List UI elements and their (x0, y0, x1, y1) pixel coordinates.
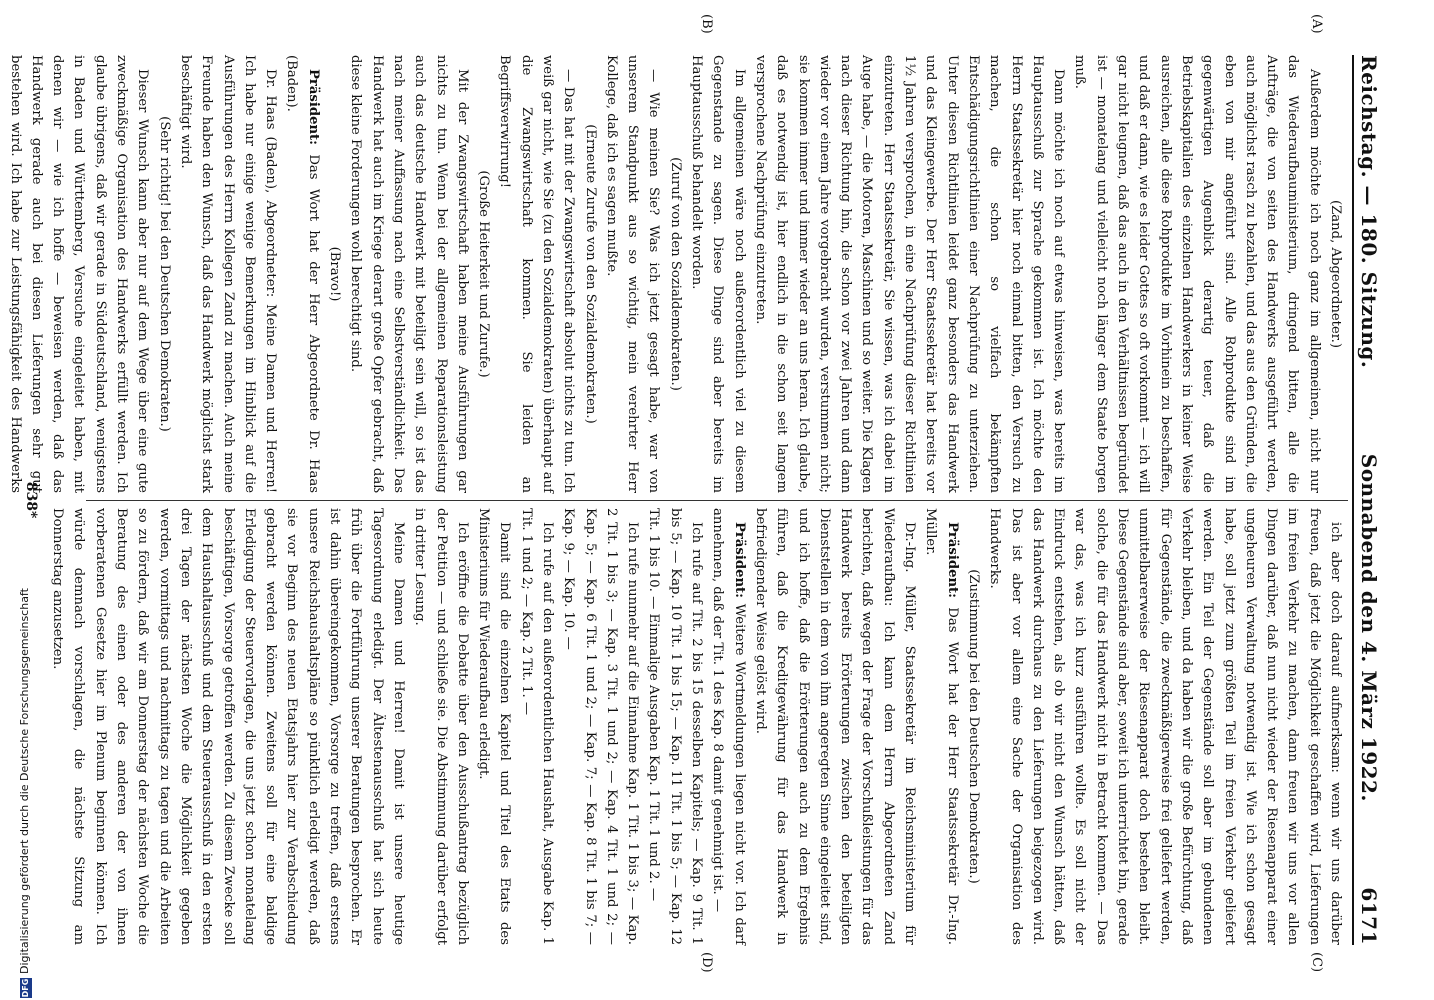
right-paragraph: Präsident: Das Wort hat der Herr Staatssekretär Dr.-Ing. Müller. (923, 508, 960, 945)
header-left: Reichstag. — 180. Sitzung. (1357, 55, 1381, 369)
left-paragraph: Präsident: Das Wort hat der Herr Abgeordnete Dr. Haas (Baden). (284, 55, 321, 493)
right-paragraph: Ich rufe nunmehr auf die Einnahme Kap. 1 Tit. 1 bis 3; — Kap. 2 Tit. 1 bis 3; — Kap. 3 Tit. 1 und 2; — Kap. 4 Tit. 1 und 2; — Kap. 5; — Kap. 6 Tit. 1 und 2; — Kap. 7; — Kap. 8 Tit. 1 bis 7; — Kap. 9; — Kap. 10. — (561, 508, 641, 945)
right-column (50, 508, 1346, 945)
margin-mark-b: (B) (699, 14, 714, 34)
right-paragraph: Ich eröffne die Debatte über den Ausschußantrag bezüglich der Petition — und schließe sie. Die Abstimmung darüber erfolgt in dritter Lesung. (412, 508, 470, 945)
margin-mark-d: (D) (699, 952, 714, 973)
left-paragraph: (Erneute Zurufe von den Sozialdemokraten.) (582, 124, 598, 424)
right-paragraph: Dr.-Ing. Müller, Staatssekretär im Reichsministerium für Wiederaufbau: Ich kann dem Herrn Abgeordneten Zand berichten, daß wegen der Frage der Vorschußleistungen für das Handwerk bereits Erörterungen zwischen den beteiligten Dienststellen in dem von ihm angeregten Sinne eingeleitet sind, und ich hoffe, daß die Erörterungen auch zu dem Ergebnis führen, daß die Kreditgewährung für das Handwerk in befriedigender Weise gelöst wird. (752, 508, 918, 945)
right-paragraph: (Zustimmung bei den Deutschen Demokraten.) (965, 569, 981, 884)
left-paragraph: Mit der Zwangswirtschaft haben meine Ausführungen gar nichts zu tun. Wenn bei der allgemeinen Reparationsleistung auch das deutsche Handwerk mit beteiligt sein will, so ist das nach meiner Auffassung nach eine Selbstverständlichkeit. Das Handwerk hat auch im Kriege derart große Opfer gebracht, daß diese kleine Forderungen wohl berechtigt sind. (348, 55, 470, 493)
right-paragraph: ich aber doch darauf aufmerksam: wenn wir uns darüber freuen, daß jetzt die Möglichkeit geschaffen wird, Lieferungen im freien Verkehr zu machen, dann freuen wir uns vor allen Dingen darüber, daß nun nicht wieder der Riesenapparat einer ungeheuren Verwaltung notwendig ist. Wie ich schon gesagt habe, soll jetzt zum größten Teil im freien Verkehr geliefert werden. Ein Teil der Gegenstände soll aber im gebundenen Verkehr bleiben, und da haben wir die große Befürchtung, daß für Gegenstände, die zweckmäßigerweise frei geliefert werden, unmittelbarerweise der Riesenapparat doch bestehen bleibt. Diese Gegenstände sind aber, soweit ich unterrichtet bin, gerade solche, die für das Handwerk nicht in Betracht kommen. — Das war das, was ich kurz ausführen wollte. Es soll nicht der Eindruck entstehen, als ob wir nicht den Wunsch hätten, daß das Handwerk durchaus zu den Lieferungen beigezogen wird. Das ist aber vor allem eine Sache der Organisation des Handwerks. (987, 508, 1343, 945)
left-paragraph: — Das hat mit der Zwangswirtschaft absolut nichts zu tun. Ich weiß gar nicht, wie Sie (zu den Sozialdemokraten) überhaupt auf die Zwangswirtschaft kommen. Sie leiden an Begriffsverwirrung! (497, 55, 577, 493)
header-rule (1352, 55, 1354, 945)
left-paragraph: (Große Heiterkeit und Zurufe.) (476, 170, 492, 378)
page-header (1356, 55, 1382, 945)
left-paragraph: (Zuruf von den Sozialdemokraten.) (667, 157, 683, 391)
margin-mark-a: (A) (1309, 14, 1324, 34)
left-paragraph: (Bravo!) (327, 246, 343, 302)
left-paragraph: Dieser Wunsch kann aber nur auf dem Wege über eine gute zweckmäßige Organisation des Handwerks erfüllt werden. Ich glaube übrigens, daß wir gerade in Süddeutschland, wenigstens in Baden und Württemberg, Versuche eingeleitet haben, mit denen wir — wie ich hoffe — beweisen werden, daß das Handwerk gerade auch bei diesen Lieferungen sehr gut bestehen wird. Ich habe zur Leistungsfähigkeit des Handwerks (7, 55, 151, 493)
footer-number: 838* (23, 481, 39, 519)
digitization-text: Digitalisierung gefördert durch die Deutsche Forschungsgemeinschaft (18, 588, 31, 974)
left-column (7, 55, 1346, 493)
right-paragraph: Meine Damen und Herren! Damit ist unsere heutige Tagesordnung erledigt. Der Ältestenausschuß hat sich heute früh über die Fortführung unserer Beratungen besprochen. Er ist dahin übereingekommen, Vorsorge zu treffen, daß erstens unsere Reichshaushaltspläne so pünktlich erledigt werden, daß sie vor Beginn des neuen Etatsjahrs hier zur Verabschiedung gebracht werden können. Zweitens soll für eine baldige Erledigung der Steuervorlagen, die uns jetzt schon monatelang beschäftigen, Vorsorge getroffen werden. Zu diesem Zwecke soll dem Haushaltausschuß und dem Steuerausschuß in den ersten drei Tagen der nächsten Woche die Möglichkeit gegeben werden, vormittags und nachmittags zu tagen und die Arbeiten so zu fördern, daß wir am Donnerstag der nächsten Woche die Beratung des einen oder des anderen der von ihnen vorberatenen Gesetze hier im Plenum beginnen können. Ich würde demnach vorschlagen, die nächste Sitzung am Donnerstag anzusetzen. (50, 508, 406, 945)
header-page-number: 6171 (1357, 887, 1381, 945)
left-paragraph: Im allgemeinen wäre noch außerordentlich viel zu diesem Gegenstande zu sagen. Diese Dinge sind aber bereits im Hauptausschuß behandelt worden. (689, 55, 747, 493)
left-paragraph: — Wie meinen Sie? Was ich jetzt gesagt habe, war von unserem Standpunkt aus so wichtig, mein verehrter Herr Kollege, daß ich es sagen mußte. (603, 55, 662, 493)
dfg-logo-icon: DFG (21, 978, 30, 998)
header-center: Sonnabend den 4. März 1922. (1357, 453, 1381, 802)
left-paragraph: (Sehr richtig! bei den Deutschen Demokraten.) (156, 116, 172, 432)
right-paragraph: Präsident: Weitere Wortmeldungen liegen nicht vor. Ich darf annehmen, daß der Tit. 1 des Kap. 8 damit genehmigt ist. — (710, 508, 747, 945)
speaker-label: Präsident: (731, 522, 747, 599)
right-paragraph: Damit sind die einzelnen Kapitel und Titel des Etats des Ministeriums für Wiederaufbau erledigt. (476, 508, 513, 945)
column-divider (86, 500, 1348, 501)
speaker-label: Präsident: (944, 522, 960, 599)
margin-mark-c: (C) (1309, 952, 1324, 973)
left-paragraph: Außerdem möchte ich noch ganz im allgemeinen, nicht nur das Wiederaufbauministerium, dringend bitten, alle die Aufträge, die von seiten des Handwerks ausgeführt werden, auch möglichst rasch zu bezahlen, und das aus den Gründen, die eben von mir angeführt sind. Alle Rohprodukte sind im gegenwärtigen Augenblick derartig teuer, daß die Betriebskapitalien des einzelnen Handwerkers in keiner Weise ausreichen, alle diese Rohprodukte im Vorhinein zu beschaffen, und daß er dann, wie es leider Gottes so oft vorkommt — ich will gar nicht leugnen, daß das auch in den Verhältnissen begründet ist — monatelang und vielleicht noch länger dem Staate borgen muß. (1072, 55, 1322, 493)
right-paragraph: Ich rufe auf Tit. 2 bis 15 desselben Kapitels; — Kap. 9 Tit. 1 bis 5; — Kap. 10 Tit. 1 bis 15; — Kap. 11 Tit. 1 bis 5; — Kap. 12 Tit. 1 bis 10. — Einmalige Ausgaben Kap. 1 Tit. 1 und 2. — (646, 508, 705, 945)
right-paragraph: Ich rufe auf den außerordentlichen Haushalt, Ausgabe Kap. 1 Tit. 1 und 2; — Kap. 2 Tit. 1. — (518, 508, 556, 945)
digitization-note (0, 0, 40, 1000)
speaker-label: Präsident: (305, 69, 321, 146)
left-paragraph: (Zand, Abgeordneter.) (1328, 200, 1343, 348)
left-paragraph: Dr. Haas (Baden), Abgeordneter: Meine Damen und Herren! Ich habe nur einige wenige Bemerkungen im Hinblick auf die Ausführungen des Herrn Kollegen Zand zu machen. Auch meine Freunde haben den Wunsch, daß das Handwerk möglichst stark beschäftigt wird. (177, 55, 279, 493)
left-paragraph: Dann möchte ich noch auf etwas hinweisen, was bereits im Hauptausschuß zur Sprache gekommen ist. Ich möchte den Herrn Staatssekretär hier noch einmal bitten, den Versuch zu machen, die schon so vielfach bekämpften Entschädigungsrichtlinien einer Nachprüfung zu unterziehen. Unter diesen Richtlinien leidet ganz besonders das Handwerk und das Kleingewerbe. Der Herr Staatssekretär hat bereits vor 1½ Jahren versprochen, in eine Nachprüfung dieser Richtlinien einzutreten. Herr Staatssekretär, Sie wissen, was ich dabei im Auge habe, — die Motoren, Maschinen und so weiter. Die Klagen nach dieser Richtung hin, die schon vor zwei Jahren und dann wieder vor einem Jahre vorgebracht wurden, verstummen nicht; sie kommen immer und immer wieder an uns heran. Ich glaube, daß es notwendig ist, hier endlich in die schon seit langem versprochene Nachprüfung einzutreten. (752, 55, 1067, 493)
